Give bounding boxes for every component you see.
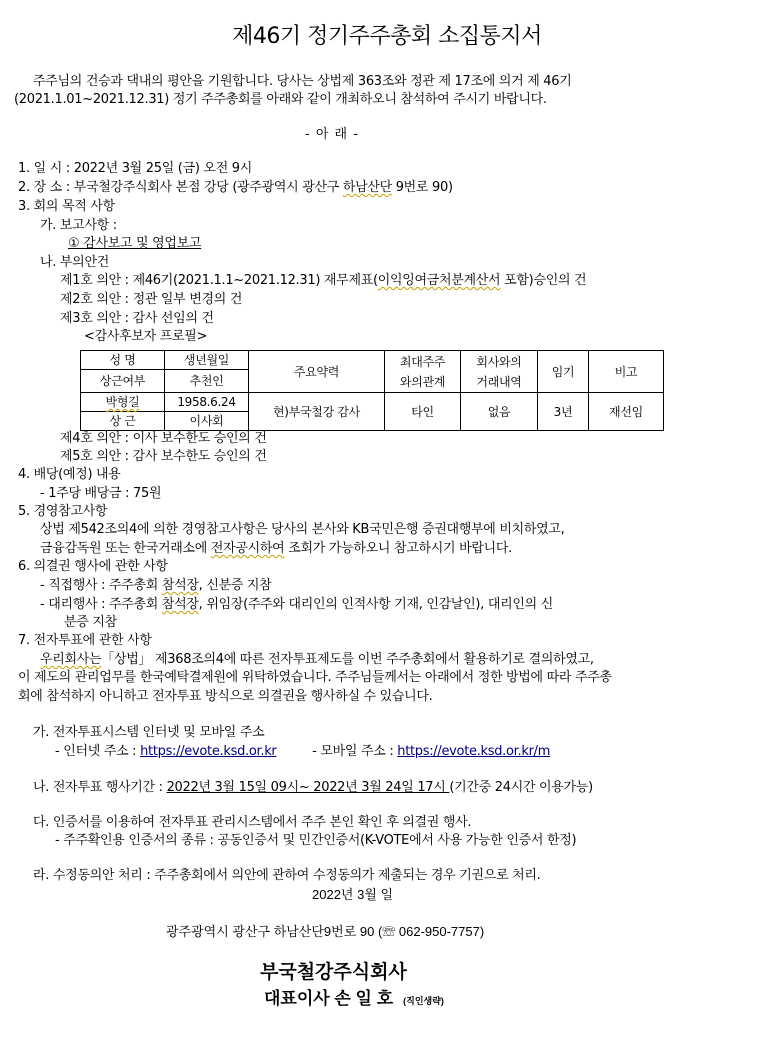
evote-para1-text: 「상법」 제368조의4에 따른 전자투표제도를 이번 주주총회에서 활용하기로 결의하였고, <box>101 652 594 667</box>
header-relation <box>385 351 461 393</box>
management-ref-heading: 5. 경영참고사항 <box>18 504 108 519</box>
cell-recommender: 이사회 <box>165 412 249 431</box>
evote-heading: 7. 전자투표에 관한 사항 <box>18 633 152 648</box>
mgmt-line2-text: 금융감독원 또는 한국거래소에 <box>40 541 211 556</box>
evote-urls <box>55 744 550 760</box>
evote-para-3: 회에 참석하지 아니하고 전자투표 방식으로 의결권을 행사하실 수 있습니다. <box>18 689 433 704</box>
cell-relation: 타인 <box>385 393 461 431</box>
meeting-place <box>18 180 453 196</box>
evote-para-1 <box>40 652 594 668</box>
header-term: 임기 <box>538 351 589 393</box>
document-title: 제46기 정기주주총회 소집통지서 <box>232 24 542 49</box>
header-transaction-line1: 회사와의 <box>476 354 522 369</box>
company-name: 부국철강주식회사 <box>260 962 407 983</box>
proxy-voting-line <box>40 597 553 613</box>
meeting-date: 1. 일 시 : 2022년 3월 25일 (금) 오전 9시 <box>18 161 253 176</box>
agenda-1 <box>60 273 586 289</box>
cell-career: 현)부국철강 감사 <box>249 393 385 431</box>
mgmt-line2-suffix: 조회가 가능하오니 참고하시기 바랍니다. <box>284 541 512 556</box>
agenda-1-sq-text: 이익잉여금처분계산서 <box>377 273 501 288</box>
evote-c-heading: 다. 인증서를 이용하여 전자투표 관리시스템에서 주주 본인 확인 후 의결권 행사. <box>33 815 472 830</box>
agenda-4: 제4호 의안 : 이사 보수한도 승인의 건 <box>60 431 267 446</box>
header-birth: 생년월일 <box>165 351 249 370</box>
header-name: 성 명 <box>81 351 165 370</box>
evote-a-heading: 가. 전자투표시스템 인터넷 및 모바일 주소 <box>33 725 265 740</box>
management-ref-line-2 <box>40 541 512 557</box>
internet-label: - 인터넷 주소 : <box>55 744 141 759</box>
direct-sq: 참석장 <box>161 578 199 593</box>
dividend-heading: 4. 배당(예정) 내용 <box>18 467 121 482</box>
cell-term: 3년 <box>538 393 589 431</box>
place-sq-text: 하남산단 <box>342 180 392 195</box>
header-relation-line2: 와의관계 <box>399 374 446 389</box>
mgmt-line2-sq: 전자공시하여 <box>210 541 285 556</box>
seal-note: (직인생략) <box>403 996 444 1006</box>
report-item: ① 감사보고 및 영업보고 <box>68 236 202 251</box>
auditor-profile-table <box>80 350 664 431</box>
proxy-voting-cont: 분증 지참 <box>64 615 117 630</box>
evote-c-line: - 주주확인용 인증서의 종류 : 공동인증서 및 민간인증서(K-VOTE에서 사용 가능한 인증서 한정) <box>55 833 577 848</box>
cell-transaction: 없음 <box>461 393 538 431</box>
report-heading: 가. 보고사항 : <box>40 218 117 233</box>
meeting-purpose-heading: 3. 회의 목적 사항 <box>18 199 115 214</box>
header-note: 비고 <box>589 351 664 393</box>
cell-note: 재선임 <box>589 393 664 431</box>
header-relation-line1: 최대주주 <box>399 354 446 369</box>
header-recommender: 추천인 <box>165 370 249 393</box>
header-transaction <box>461 351 538 393</box>
cell-name <box>81 393 165 412</box>
ceo-signature <box>264 984 444 1009</box>
evote-para1-sq: 우리회사는 <box>40 652 102 667</box>
evote-period-label: 나. 전자투표 행사기간 : <box>33 780 167 795</box>
evote-d-line: 라. 수정동의안 처리 : 주주총회에서 의안에 관하여 수정동의가 제출되는 경우 기권으로 처리. <box>33 868 541 883</box>
header-transaction-line2: 거래내역 <box>476 374 522 389</box>
proxy-suffix: , 위임장(주주와 대리인의 인적사항 기재, 인감날인), 대리인의 신 <box>198 597 553 612</box>
agenda-1-suffix: 포함)승인의 건 <box>500 273 587 288</box>
place-text: 2. 장 소 : 부국철강주식회사 본점 강당 (광주광역시 광산구 <box>18 180 343 195</box>
agenda-2: 제2호 의안 : 정관 일부 변경의 건 <box>60 292 243 307</box>
notice-heading: - 아 래 - <box>305 127 359 142</box>
evote-period-value: 2022년 3월 15일 09시~ 2022년 3월 24일 17시 <box>166 780 450 795</box>
evote-para-2: 이 제도의 관리업무를 한국예탁결제원에 위탁하였습니다. 주주님들께서는 아래에서 정한 방법에 따라 주주총 <box>18 670 612 685</box>
ceo-name: 대표이사 손 일 호 <box>264 989 394 1008</box>
agenda-1-text: 제1호 의안 : 제46기(2021.1.1~2021.12.31) 재무제표( <box>60 273 378 288</box>
evote-b-line <box>33 780 593 796</box>
internet-url-link[interactable]: https://evote.ksd.or.kr <box>140 744 277 759</box>
company-address: 광주광역시 광산구 하남산단9번로 90 (☏ 062-950-7757) <box>166 924 485 939</box>
header-fulltime: 상근여부 <box>81 370 165 393</box>
profile-caption: <감사후보자 프로필> <box>84 329 208 344</box>
intro-line-2: (2021.1.01~2021.12.31) 정기 주주총회를 아래와 같이 개최하오니 참석하여 주시기 바랍니다. <box>14 92 547 107</box>
cell-fulltime: 상 근 <box>81 412 165 431</box>
cell-birth: 1958.6.24 <box>165 393 249 412</box>
mobile-url-link[interactable]: https://evote.ksd.or.kr/m <box>397 744 551 759</box>
place-suffix-text: 9번로 90) <box>391 180 453 195</box>
direct-voting-line <box>40 578 271 594</box>
agenda-3: 제3호 의안 : 감사 선임의 건 <box>60 311 214 326</box>
management-ref-line-1: 상법 제542조의4에 의한 경영참고사항은 당사의 본사와 KB국민은행 증권대행부에 비치하였고, <box>40 522 565 537</box>
table-row <box>81 393 664 412</box>
direct-suffix: , 신분증 지참 <box>198 578 272 593</box>
dividend-line: - 1주당 배당금 : 75원 <box>40 486 162 501</box>
mobile-label: - 모바일 주소 : <box>312 744 398 759</box>
voting-rights-heading: 6. 의결권 행사에 관한 사항 <box>18 559 168 574</box>
intro-line-1: 주주님의 건승과 댁내의 평안을 기원합니다. 당사는 상법제 363조와 정관 제 17조에 의거 제 46기 <box>33 74 572 89</box>
direct-text: - 직접행사 : 주주총회 <box>40 578 162 593</box>
proxy-sq: 참석장 <box>161 597 199 612</box>
proxy-text: - 대리행사 : 주주총회 <box>40 597 162 612</box>
agenda-5: 제5호 의안 : 감사 보수한도 승인의 건 <box>60 449 267 464</box>
agenda-heading: 나. 부의안건 <box>40 255 109 270</box>
evote-period-suffix: (기간중 24시간 이용가능) <box>449 780 593 795</box>
header-career: 주요약력 <box>249 351 385 393</box>
notice-date: 2022년 3월 일 <box>312 887 394 902</box>
candidate-name: 박형길 <box>105 395 140 409</box>
